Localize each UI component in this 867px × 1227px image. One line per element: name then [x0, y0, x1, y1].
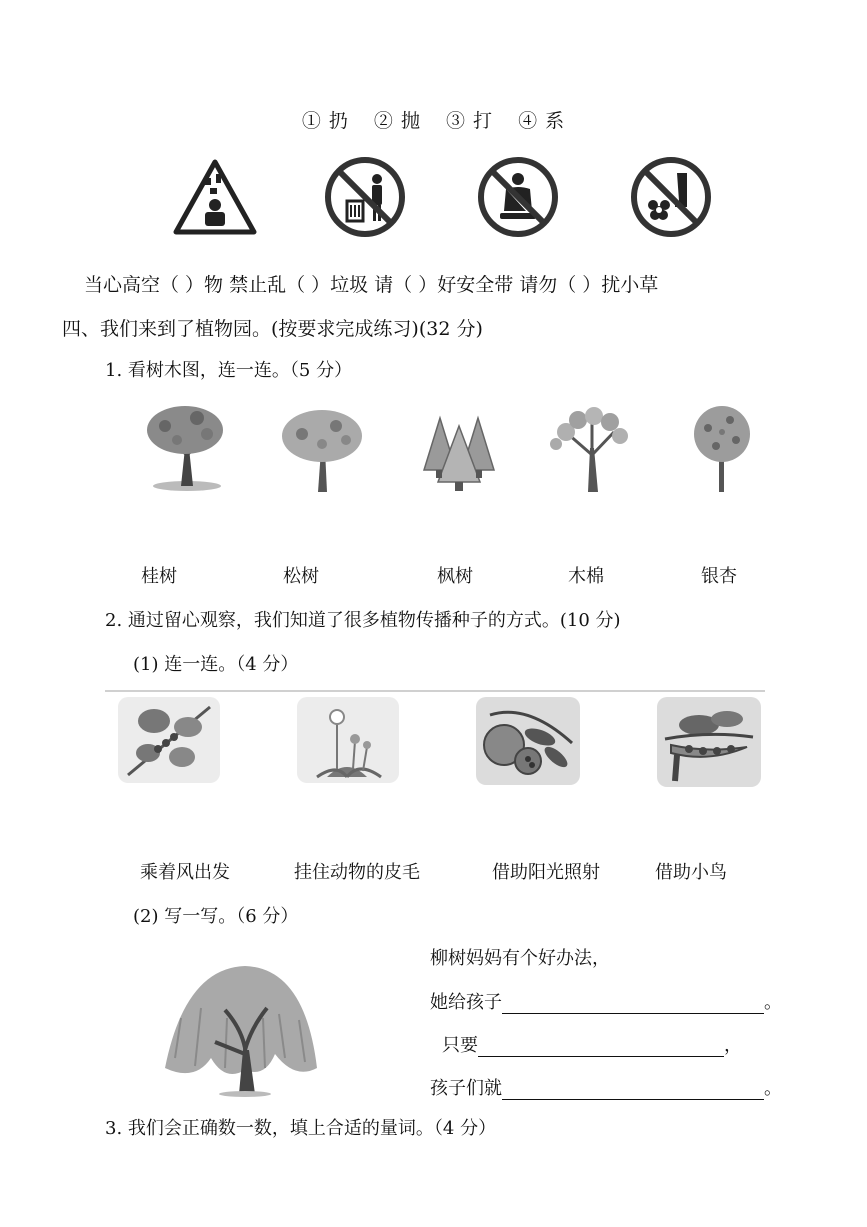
seed-method-3: 借助阳光照射: [492, 862, 600, 883]
divider: [105, 690, 765, 692]
poem-line-3-prefix: 只要: [442, 1035, 478, 1056]
question-2-part-1: (1) 连一连。（4 分）: [133, 654, 299, 675]
seed-method-2: 挂住动物的皮毛: [294, 862, 420, 883]
do-not-step-on-flowers-icon: [629, 155, 713, 239]
tree-name-4: 木棉: [568, 566, 604, 587]
seed-method-4: 借助小鸟: [655, 862, 727, 883]
option-2: ② 抛: [373, 110, 421, 132]
poem-line-2-suffix: 。: [764, 992, 782, 1013]
poem-line-1: 柳树妈妈有个好办法，: [430, 948, 610, 969]
poem-line-4: [430, 1074, 782, 1100]
tree-image-4: [548, 404, 634, 494]
answer-blank-3[interactable]: [502, 1078, 764, 1100]
poem-line-3: [442, 1031, 742, 1057]
seed-method-1: 乘着风出发: [140, 862, 230, 883]
option-4: ④ 系: [518, 110, 566, 132]
seed-image-1: [118, 697, 220, 783]
seed-image-2: [297, 697, 399, 783]
option-list: [0, 106, 867, 133]
falling-objects-warning-icon: [172, 158, 258, 236]
seed-image-3: [476, 697, 580, 785]
question-2-title: 2. 通过留心观察，我们知道了很多植物传播种子的方式。(10 分): [105, 610, 621, 631]
answer-blank-2[interactable]: [478, 1035, 724, 1057]
tree-image-5: [690, 404, 754, 494]
poem-line-4-suffix: 。: [764, 1078, 782, 1099]
seed-image-4: [657, 697, 761, 787]
poem-line-3-suffix: ，: [724, 1035, 742, 1056]
willow-tree-image: [155, 958, 325, 1098]
poem-line-4-prefix: 孩子们就: [430, 1078, 502, 1099]
option-1: ① 扔: [301, 110, 349, 132]
tree-name-1: 桂树: [141, 566, 177, 587]
question-1-title: 1. 看树木图，连一连。（5 分）: [105, 360, 353, 381]
tree-image-1: [145, 400, 227, 492]
answer-blank-1[interactable]: [502, 992, 764, 1014]
no-littering-icon: [323, 155, 407, 239]
tree-name-5: 银杏: [701, 566, 737, 587]
signs-sentence: 当心高空（ ）物 禁止乱（ ）垃圾 请（ ）好安全带 请勿（ ）扰小草: [84, 274, 659, 296]
fasten-seatbelt-icon: [476, 155, 560, 239]
section-heading: 四、我们来到了植物园。(按要求完成练习)(32 分): [62, 318, 483, 340]
tree-name-2: 松树: [283, 566, 319, 587]
tree-image-2: [280, 404, 364, 494]
poem-line-2: [430, 988, 782, 1014]
tree-image-3: [420, 406, 498, 492]
question-2-part-2: (2) 写一写。（6 分）: [133, 906, 299, 927]
question-3-title: 3. 我们会正确数一数，填上合适的量词。（4 分）: [105, 1118, 497, 1139]
option-3: ③ 打: [446, 110, 494, 132]
poem-line-2-prefix: 她给孩子: [430, 992, 502, 1013]
tree-name-3: 枫树: [437, 566, 473, 587]
